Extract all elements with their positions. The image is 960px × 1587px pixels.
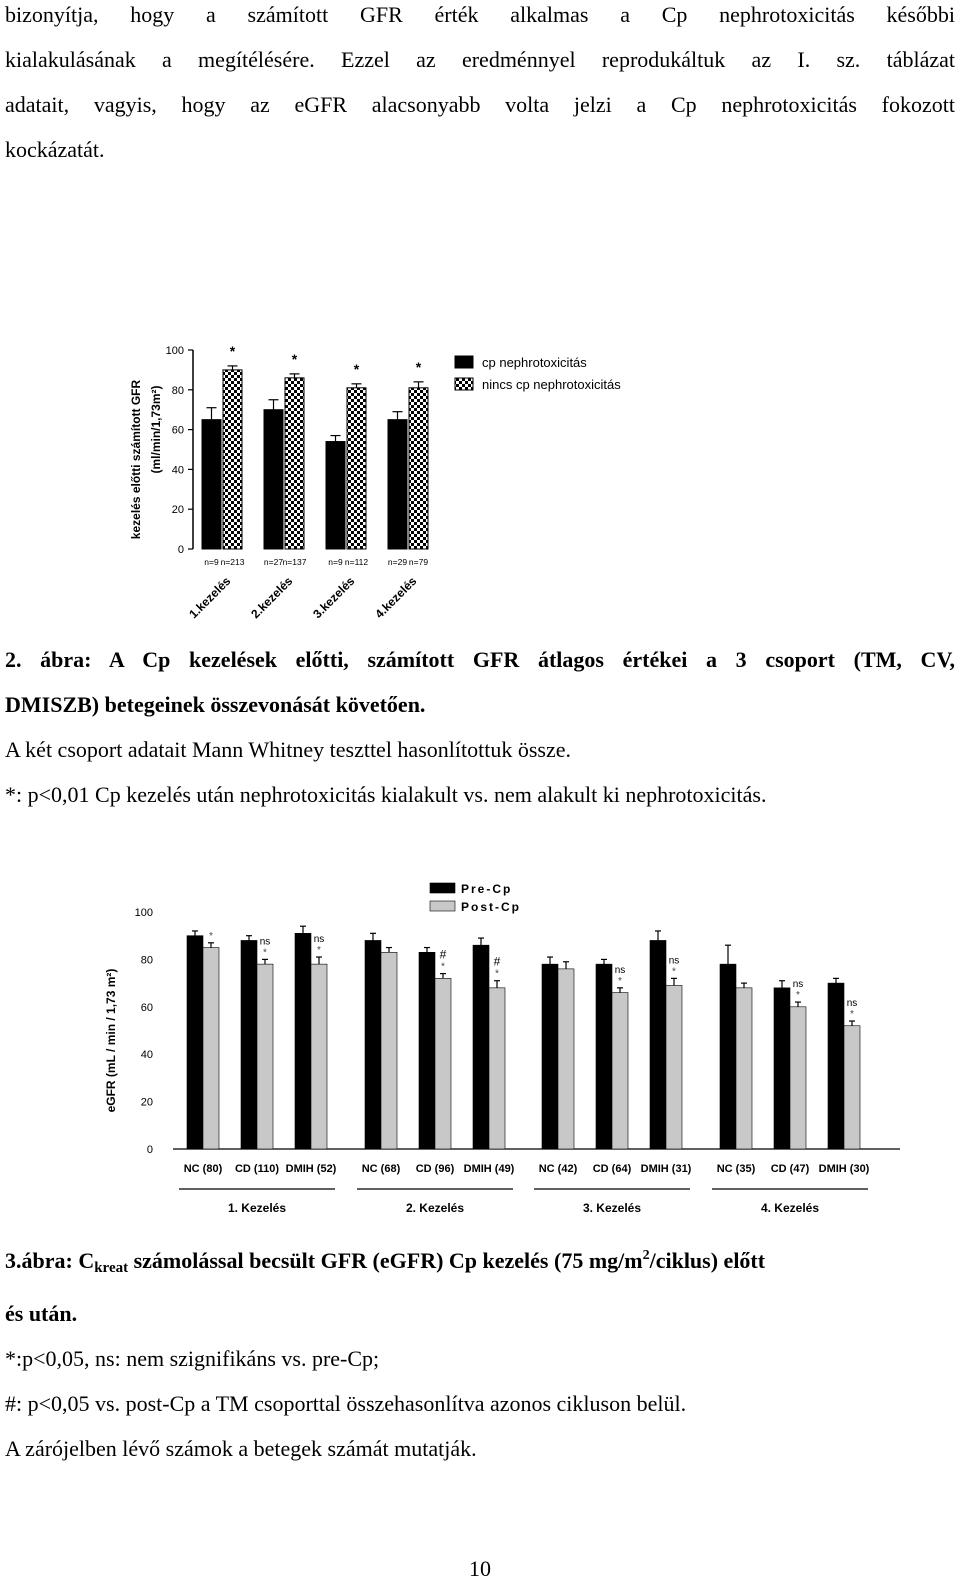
significance-mark: ns xyxy=(668,955,680,967)
significance-mark: * xyxy=(209,930,213,942)
n-label: n=213 xyxy=(220,557,245,567)
fig2-caption-line-4: *: p<0,01 Cp kezelés után nephrotoxicitás kialakult vs. nem alakult ki nephrotoxicitás. xyxy=(5,782,767,807)
bar xyxy=(388,420,407,549)
bar xyxy=(828,983,844,1149)
y-tick-label: 0 xyxy=(177,544,184,556)
category-label: DMIH (30) xyxy=(818,1163,870,1175)
n-label: n=9 xyxy=(204,557,219,567)
significance-mark: * xyxy=(672,966,676,978)
fig2-caption-bold-2: DMISZB) betegeinek összevonását követően. xyxy=(5,692,426,717)
y-tick-label: 100 xyxy=(165,345,184,357)
n-label: n=79 xyxy=(408,557,429,567)
bar xyxy=(187,936,203,1149)
y-tick-label: 80 xyxy=(171,384,184,397)
significance-mark: * xyxy=(850,1009,854,1021)
bar xyxy=(542,964,558,1149)
figure-3-caption xyxy=(5,1233,955,1471)
significance-mark: * xyxy=(415,358,422,375)
significance-mark: * xyxy=(618,975,622,987)
bar xyxy=(473,945,489,1149)
bar xyxy=(666,985,682,1149)
significance-mark: ns xyxy=(614,964,626,976)
category-label: DMIH (31) xyxy=(640,1163,692,1175)
category-label: NC (42) xyxy=(538,1163,578,1175)
n-label: n=29 xyxy=(387,557,408,567)
legend-swatch xyxy=(455,378,473,390)
group-label: 4. Kezelés xyxy=(760,1201,820,1215)
category-label: 2.kezelés xyxy=(248,573,296,622)
group-label: 3. Kezelés xyxy=(582,1201,642,1215)
y-tick-label: 60 xyxy=(171,424,184,437)
bar xyxy=(264,410,283,549)
intro-line-2: kialakulásának a megítélésére. Ezzel az eredménnyel reprodukáltuk az I. sz. táblázat xyxy=(5,47,955,72)
significance-mark: * xyxy=(317,945,321,957)
fig3-caption-post: /ciklus) előtt xyxy=(649,1248,766,1273)
category-label: CD (64) xyxy=(592,1163,632,1175)
bar xyxy=(381,952,397,1149)
fig3-caption-line-3: *:p<0,05, ns: nem szignifikáns vs. pre-Cp; xyxy=(5,1346,380,1371)
bar xyxy=(419,952,435,1149)
bar xyxy=(409,388,428,549)
bar xyxy=(612,993,628,1149)
bar xyxy=(257,964,273,1149)
fig3-caption-bold-2: és után. xyxy=(5,1301,78,1326)
bar xyxy=(790,1007,806,1149)
category-label: CD (47) xyxy=(770,1163,810,1175)
bar xyxy=(285,378,304,549)
significance-mark: * xyxy=(263,947,267,959)
significance-mark: ns xyxy=(313,934,325,946)
bar xyxy=(223,370,242,549)
y-tick-label: 20 xyxy=(140,1096,153,1109)
y-axis-label-line1: kezelés előtti számított GFR xyxy=(129,379,143,540)
category-label: CD (110) xyxy=(234,1163,280,1175)
significance-mark: ns xyxy=(792,979,804,991)
n-label: n=112 xyxy=(344,557,369,567)
figure-3-chart xyxy=(95,870,915,1220)
fig3-caption-mid: számolással becsült GFR (eGFR) Cp kezelés (75 mg/m xyxy=(128,1248,643,1273)
fig2-caption-line-3: A két csoport adatait Mann Whitney teszttel hasonlítottuk össze. xyxy=(5,737,571,762)
y-tick-label: 60 xyxy=(140,1001,153,1014)
n-label: n=9 xyxy=(328,557,343,567)
page-number: 10 xyxy=(469,1556,491,1581)
intro-paragraph xyxy=(5,0,955,172)
significance-mark: * xyxy=(229,342,236,359)
n-label: n=137 xyxy=(282,557,307,567)
y-axis-label: eGFR (mL / min / 1,73 m²) xyxy=(104,968,118,1113)
significance-mark: ns xyxy=(846,998,858,1010)
bar xyxy=(347,388,366,549)
fig3-caption-sup: 2 xyxy=(642,1248,650,1263)
category-label: 4.kezelés xyxy=(372,573,420,622)
significance-mark: * xyxy=(495,968,499,980)
figure-2-caption xyxy=(5,637,955,817)
category-label: NC (35) xyxy=(716,1163,756,1175)
y-tick-label: 20 xyxy=(171,504,184,517)
significance-mark: * xyxy=(291,350,298,367)
significance-mark: ns xyxy=(259,936,271,948)
y-tick-label: 80 xyxy=(140,954,153,967)
intro-line-3: adatait, vagyis, hogy az eGFR alacsonyabb volta jelzi a Cp nephrotoxicitás fokozott xyxy=(5,92,955,117)
y-tick-label: 100 xyxy=(134,907,153,919)
fig3-caption-sub: kreat xyxy=(94,1260,129,1276)
y-tick-label: 40 xyxy=(171,464,184,477)
legend-label: Post-Cp xyxy=(461,900,521,914)
group-label: 2. Kezelés xyxy=(405,1201,465,1215)
group-label: 1. Kezelés xyxy=(227,1201,287,1215)
bar xyxy=(720,964,736,1149)
legend-swatch xyxy=(455,356,473,368)
bar xyxy=(295,933,311,1149)
category-label: 1.kezelés xyxy=(186,573,234,622)
bar xyxy=(558,969,574,1149)
figure-2-chart xyxy=(120,330,680,630)
bar xyxy=(435,978,451,1149)
fig3-caption-line-4: #: p<0,05 vs. post-Cp a TM csoporttal összehasonlítva azonos cikluson belül. xyxy=(5,1391,687,1416)
bar xyxy=(596,964,612,1149)
fig2-caption-bold-1: 2. ábra: A Cp kezelések előtti, számított GFR átlagos értékei a 3 csoport (TM, CV, xyxy=(5,647,955,672)
bar xyxy=(202,420,221,549)
y-tick-label: 40 xyxy=(140,1049,153,1062)
bar xyxy=(650,940,666,1149)
fig3-caption-bold-1 xyxy=(5,1233,955,1291)
bar xyxy=(241,940,257,1149)
y-tick-label: 0 xyxy=(146,1144,153,1156)
category-label: CD (96) xyxy=(415,1163,455,1175)
legend-label: cp nephrotoxicitás xyxy=(482,355,587,370)
significance-mark: * xyxy=(441,961,445,973)
category-label: NC (80) xyxy=(183,1163,223,1175)
intro-line-1: bizonyítja, hogy a számított GFR érték alkalmas a Cp nephrotoxicitás későbbi xyxy=(5,2,955,27)
bar xyxy=(489,988,505,1149)
fig3-caption-line-5: A zárójelben lévő számok a betegek számát mutatják. xyxy=(5,1436,477,1461)
category-label: NC (68) xyxy=(361,1163,401,1175)
significance-mark: * xyxy=(353,360,360,377)
bar xyxy=(365,940,381,1149)
legend-label: nincs cp nephrotoxicitás xyxy=(482,377,621,392)
category-label: DMIH (52) xyxy=(285,1163,337,1175)
bar xyxy=(326,442,345,549)
bar xyxy=(736,988,752,1149)
bar xyxy=(311,964,327,1149)
significance-mark: # xyxy=(439,947,447,962)
bar xyxy=(844,1026,860,1149)
bar xyxy=(203,948,219,1149)
fig3-caption-pre: 3.ábra: C xyxy=(5,1248,95,1273)
bar xyxy=(774,988,790,1149)
legend-swatch xyxy=(430,883,455,893)
legend-swatch xyxy=(430,901,455,911)
y-axis-label-line2: (ml/min/1,73m²) xyxy=(149,385,163,474)
significance-mark: * xyxy=(796,990,800,1002)
category-label: 3.kezelés xyxy=(310,573,358,622)
n-label: n=27 xyxy=(263,557,284,567)
significance-mark: # xyxy=(493,954,501,969)
category-label: DMIH (49) xyxy=(463,1163,515,1175)
intro-line-4: kockázatát. xyxy=(5,137,105,162)
legend-label: Pre-Cp xyxy=(461,882,513,896)
